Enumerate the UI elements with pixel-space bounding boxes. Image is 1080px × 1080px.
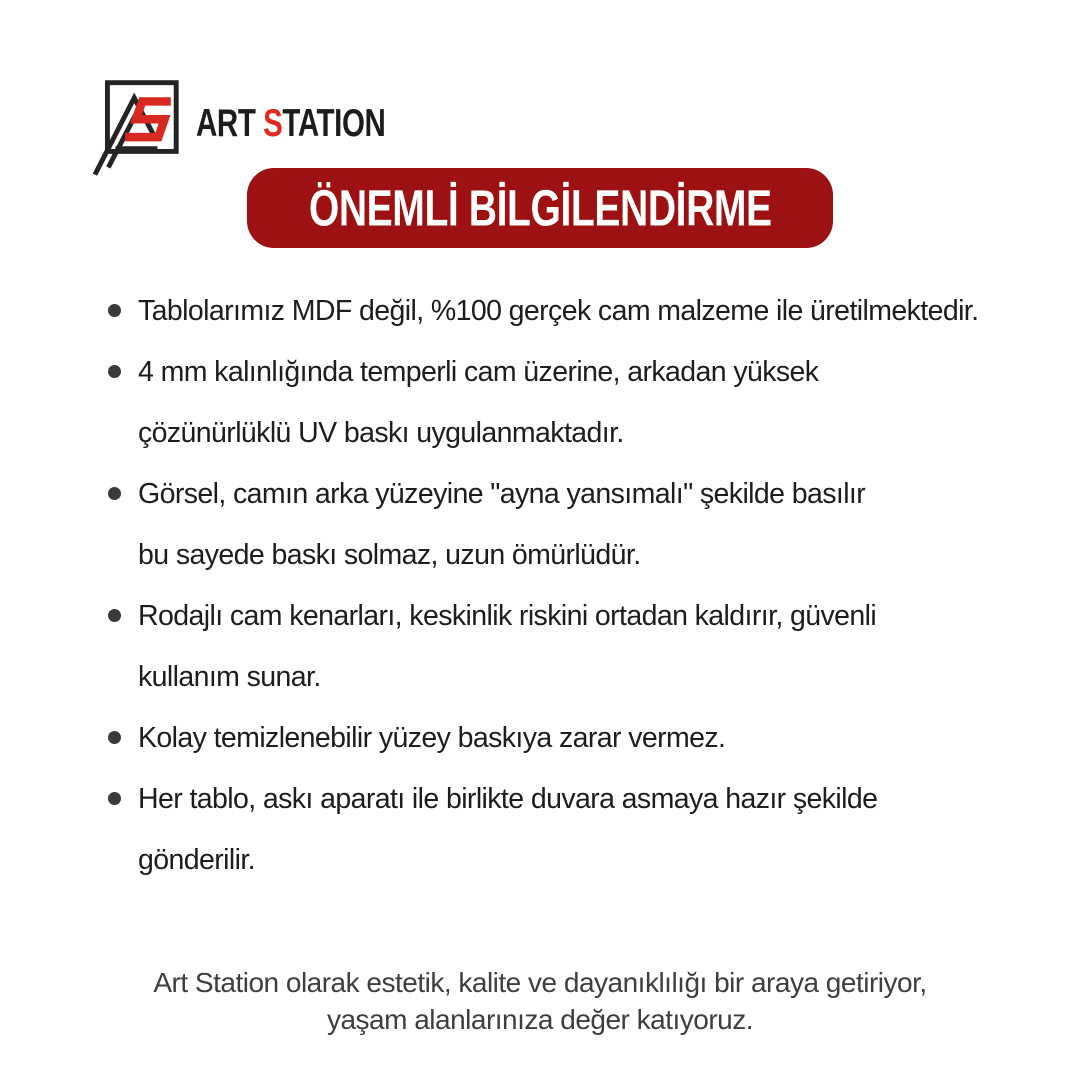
list-item-text: Görsel, camın arka yüzeyine "ayna yansımalı" şekilde basılır [138,478,866,510]
list-item [108,599,1038,660]
footer-line-1: Art Station olarak estetik, kalite ve dayanıklılığı bir araya getiriyor, [153,967,927,998]
list-item-text: çözünürlüklü UV baskı uygulanmaktadır. [138,417,624,449]
list-item [108,477,1038,538]
list-item-text: Kolay temizlenebilir yüzey baskıya zarar vermez. [138,722,726,754]
list-item-continuation [108,416,1038,477]
bullet-dot [108,487,121,500]
brand-name-tation: TATION [282,100,386,145]
bullet-dot [108,731,121,744]
brand-name-s-accent: S [263,100,283,145]
important-info-banner [247,168,833,248]
list-item [108,294,1038,355]
footer-tagline [0,964,1080,1038]
list-item-text: 4 mm kalınlığında temperli cam üzerine, arkadan yüksek [138,356,819,388]
brand-header [86,80,427,180]
banner-title: ÖNEMLİ BİLGİLENDİRME [308,179,772,237]
list-item-text: gönderilir. [138,844,255,876]
list-item [108,721,1038,782]
bullet-dot [108,609,121,622]
list-item [108,782,1038,843]
list-item-text: Tablolarımız MDF değil, %100 gerçek cam malzeme ile üretilmektedir. [138,295,979,327]
list-item-text: bu sayede baskı solmaz, uzun ömürlüdür. [138,539,641,571]
list-item-continuation [108,843,1038,904]
list-item-continuation [108,538,1038,599]
art-station-logo-icon [86,80,186,180]
list-item [108,355,1038,416]
list-item-continuation [108,660,1038,721]
brand-name [196,100,385,145]
bullet-dot [108,365,121,378]
brand-name-art: ART [196,100,256,145]
info-list [108,294,1038,904]
bullet-dot [108,792,121,805]
footer-line-2: yaşam alanlarınıza değer katıyoruz. [326,1004,754,1035]
list-item-text: Rodajlı cam kenarları, keskinlik riskini ortadan kaldırır, güvenli [138,600,877,632]
list-item-text: kullanım sunar. [138,661,321,693]
bullet-dot [108,304,121,317]
list-item-text: Her tablo, askı aparatı ile birlikte duvara asmaya hazır şekilde [138,783,878,815]
